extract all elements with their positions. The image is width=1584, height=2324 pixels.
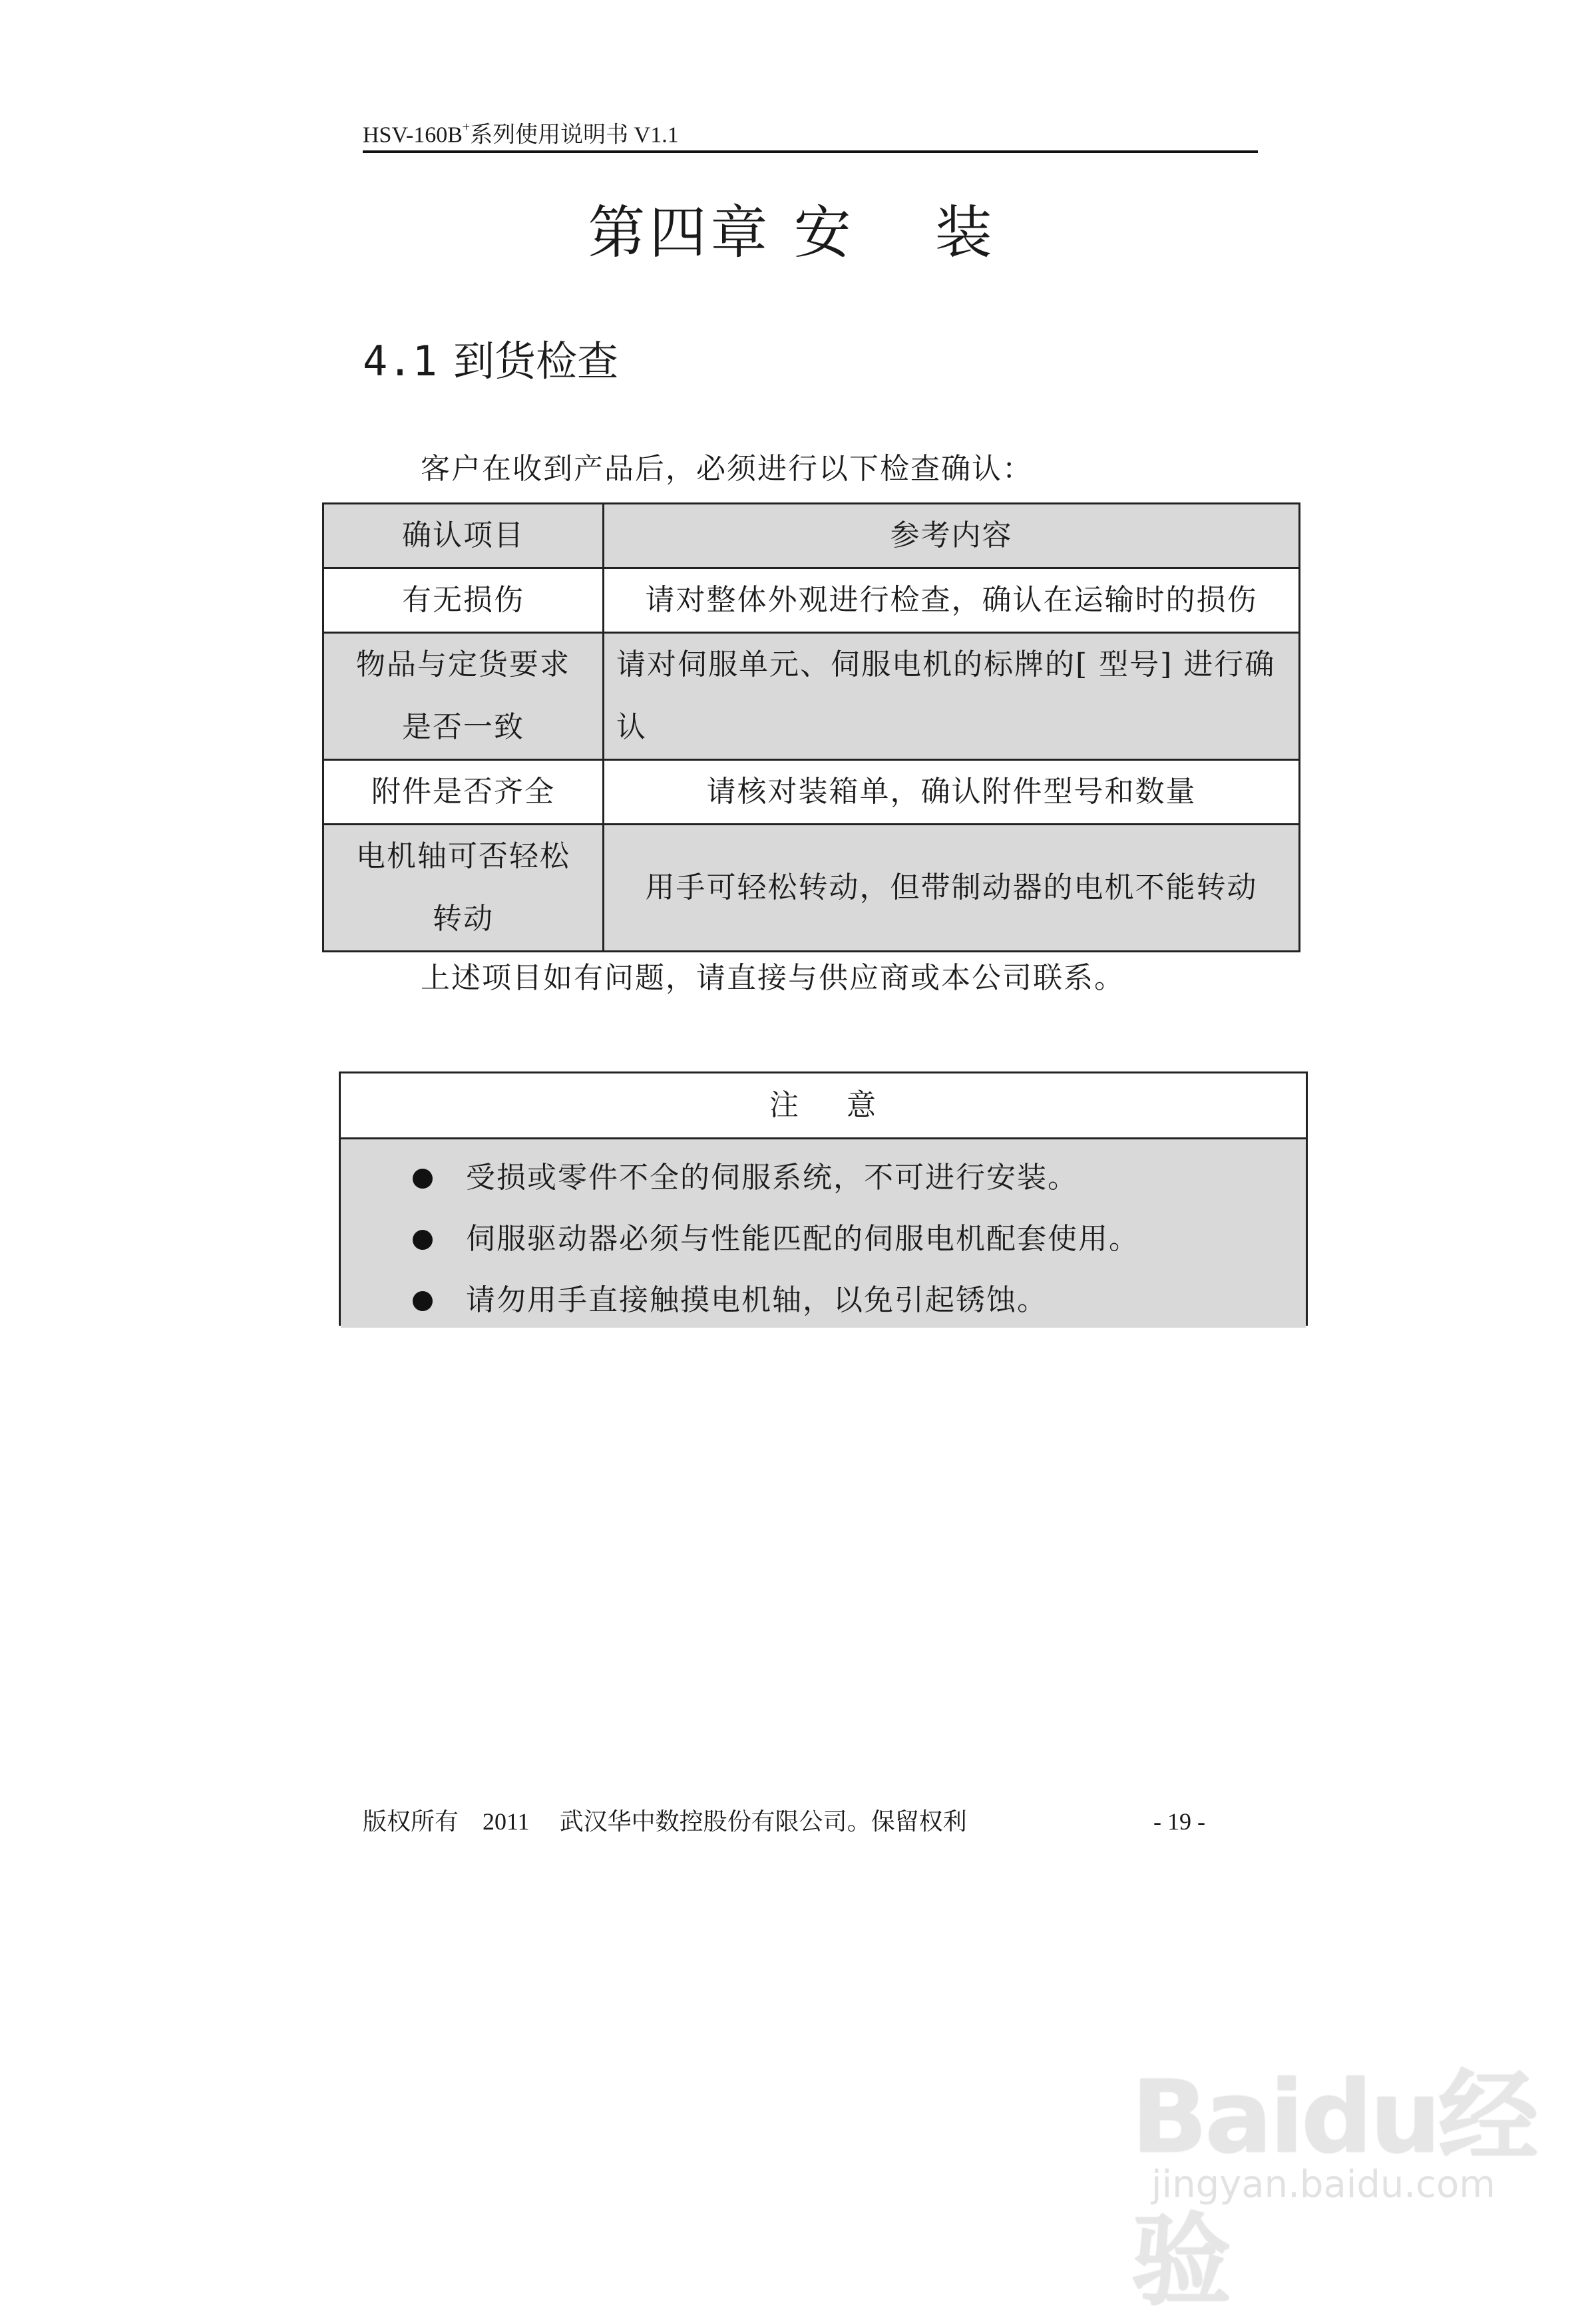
watermark-url: jingyan.baidu.com: [1151, 2163, 1495, 2206]
cell-line: 有无损伤: [402, 583, 524, 617]
cell-line: 请核对装箱单，确认附件型号和数量: [706, 775, 1197, 809]
page-number: - 19 -: [1153, 1808, 1205, 1835]
notice-box: [339, 1071, 1308, 1326]
table-cell-item: [323, 568, 604, 633]
table-cell-content: [604, 568, 1300, 633]
header-title-main: HSV-160B: [363, 122, 463, 148]
table-header-item: 确认项目: [323, 504, 604, 568]
section-heading: 到货检查: [453, 337, 618, 385]
chapter-title-part1: 第四章 安: [588, 200, 855, 266]
notice-item: [341, 1209, 1306, 1270]
cell-line: 电机轴可否轻松: [356, 839, 570, 873]
bullet-icon: [413, 1291, 433, 1311]
table-cell-item: [323, 760, 604, 825]
cell-line: 请对整体外观进行检查，确认在运输时的损伤: [645, 583, 1258, 617]
table-cell-item: [323, 825, 604, 952]
table-header-row: [323, 504, 1300, 568]
baidu-watermark: [1105, 1997, 1544, 2319]
table-row: [323, 568, 1300, 633]
header-title-sup: +: [462, 120, 471, 134]
cell-line: 认: [616, 710, 647, 744]
table-row: [323, 760, 1300, 825]
chapter-title: [0, 193, 1584, 273]
section-title: [363, 331, 618, 391]
notice-title-b: 意: [847, 1088, 877, 1122]
section-number: 4.1: [363, 337, 437, 385]
notice-item: [341, 1270, 1306, 1331]
table-row: [323, 825, 1300, 952]
cell-line: 转动: [433, 902, 494, 936]
chapter-title-part2: 装: [934, 200, 996, 266]
table-cell-content: [604, 633, 1300, 760]
notice-item-text: 受损或零件不全的伺服系统，不可进行安装。: [466, 1161, 1078, 1195]
cell-line: 物品与定货要求: [356, 648, 570, 681]
intro-paragraph: 客户在收到产品后，必须进行以下检查确认：: [421, 452, 1033, 486]
cell-line: 附件是否齐全: [371, 775, 555, 809]
footer-copyright: 版权所有 2011 武汉华中数控股份有限公司。保留权利: [363, 1808, 967, 1835]
inspection-table: [322, 502, 1300, 952]
table-row: [323, 633, 1300, 760]
table-header-content: 参考内容: [604, 504, 1300, 568]
notice-body: [341, 1139, 1306, 1328]
notice-item: [341, 1147, 1306, 1209]
outro-paragraph: 上述项目如有问题，请直接与供应商或本公司联系。: [421, 961, 1125, 995]
bullet-icon: [413, 1169, 433, 1189]
notice-title: [341, 1073, 1306, 1139]
bullet-icon: [413, 1230, 433, 1250]
table-cell-item: [323, 633, 604, 760]
table-cell-content: [604, 825, 1300, 952]
notice-title-a: 注: [769, 1088, 800, 1122]
page-header: [363, 113, 1258, 153]
watermark-logo: Baidu经验: [1131, 2060, 1536, 2319]
cell-line: 用手可轻松转动，但带制动器的电机不能转动: [645, 871, 1258, 904]
notice-item-text: 伺服驱动器必须与性能匹配的伺服电机配套使用。: [466, 1222, 1139, 1256]
notice-item-text: 请勿用手直接触摸电机轴，以免引起锈蚀。: [466, 1283, 1048, 1317]
cell-line: 是否一致: [402, 710, 524, 744]
table-cell-content: [604, 760, 1300, 825]
header-title-rest: 系列使用说明书 V1.1: [470, 122, 679, 148]
cell-line: 请对伺服单元、伺服电机的标牌的[ 型号] 进行确: [616, 648, 1276, 681]
